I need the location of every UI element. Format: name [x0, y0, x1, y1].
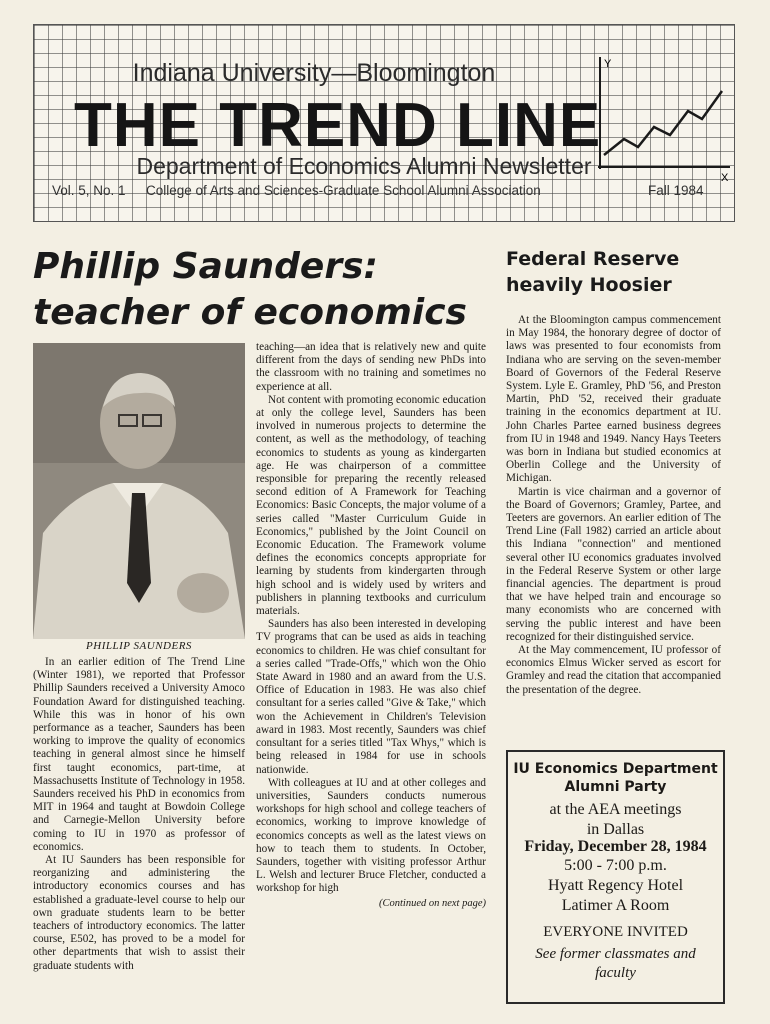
- sidebar-column: [506, 314, 721, 697]
- article-paragraph: At IU Saunders has been responsible for reorganizing and administering the introductory economics courses and has established a graduate-level course to help our own graduate students learn to be better teachers of introductory economics. The latter course, E502, has proved to be a model for other departments that wish to assist their graduate students with: [33, 854, 245, 972]
- party-time: 5:00 - 7:00 p.m.: [564, 857, 667, 874]
- chart-y-label: Y: [604, 58, 612, 70]
- chart-x-label: X: [721, 172, 729, 184]
- portrait-illustration: [33, 343, 245, 639]
- issue-date: Fall 1984: [648, 183, 704, 198]
- photo-caption: PHILLIP SAUNDERS: [86, 640, 192, 652]
- sidebar-headline-line-2: heavily Hoosier: [506, 274, 672, 296]
- party-event-line-2: in Dallas: [586, 821, 645, 838]
- sidebar-paragraph: At the May commencement, IU professor of economics Elmus Wicker served as escort for Gramley and read the citation that accompanied the presentation of the degree.: [506, 644, 721, 696]
- article-paragraph: Saunders has also been interested in developing TV programs that can be used as aids in teaching economics to children. He was chief consultant for a series called "Trade-Offs," which won the Ohio State Award in 1980 and an award from the U.S. Office of Education in 1983. He was also chief consultant for a series called "Give & Take," which won the Achievement in Children's Television award in 1983. Most recently, Saunders was chief consultant for a series titled "Tax Whys," which is being released in 1984 for use in schools nationwide.: [256, 618, 486, 776]
- headline-line-2: teacher of economics: [33, 292, 467, 333]
- article-paragraph: In an earlier edition of The Trend Line (Winter 1981), we reported that Professor Phillip Saunders received a University Amoco Foundation Award for distinguished teaching. While this was in honor of his own performance as a teacher, Saunders has been working to improve the quality of economics teaching in general almost since he himself first taught economics, part-time, at Massachusetts Institute of Technology in 1958. Saunders received his PhD in economics from MIT in 1964 and taught at Bowdoin College and Carnegie-Mellon University before coming to IU in 1970 as professor of economics.: [33, 656, 245, 853]
- department-name: Department of Economics Alumni Newsletter: [136, 153, 592, 179]
- trend-chart-logo: [592, 55, 732, 184]
- party-title-line-2: Alumni Party: [564, 779, 667, 795]
- continued-note: (Continued on next page): [378, 897, 486, 909]
- party-venue-line-2: Latimer A Room: [561, 897, 670, 914]
- volume-number: Vol. 5, No. 1: [52, 183, 126, 198]
- headline-line-1: Phillip Saunders:: [33, 246, 378, 287]
- sidebar-paragraph: Martin is vice chairman and a governor of the Board of Governors; Gramley, Partee, and Teeters are governors. An earlier edition of The Trend Line (Fall 1982) carried an article about this Indiana "connection" and mentioned several other IU economics graduates involved in the Federal Reserve System or other large financial agencies. The department is proud that we have helped train and encourage so many economists who are concerned with serving the public interest and have been recognized for their distinguished service.: [506, 485, 721, 643]
- university-name: Indiana University—Bloomington: [132, 59, 496, 87]
- article-column-1: [33, 656, 245, 973]
- party-date: Friday, December 28, 1984: [524, 838, 707, 855]
- party-note-line-2: faculty: [595, 965, 636, 981]
- newsletter-title: THE TREND LINE: [74, 91, 602, 160]
- alumni-party-box: [506, 750, 725, 1004]
- article-headline: [33, 244, 473, 336]
- party-venue: [508, 876, 723, 916]
- article-paragraph: With colleagues at IU and at other colleges and universities, Saunders conducts numerous workshops for high school and college teachers of economics, working to improve knowledge of economics concepts as well as the latest views on how to teach them to students. In October, Saunders, together with visiting professor Arthur L. Welsh and lecturer Bruce Fletcher, conducted a workshop for high: [256, 776, 486, 895]
- sidebar-paragraph: At the Bloomington campus commencement in May 1984, the honorary degree of doctor of laws was presented to four economists from Indiana who are serving on the seven-member Board of Governors of the Federal Reserve System. Lyle E. Gramley, PhD '56, and Preston Martin, PhD '52, received their graduate training in the economics department at IU. John Charles Partee earned business degrees from IU in 1948 and 1949. Nancy Hays Teeters was born in Indiana but studied economics at Oberlin College and the University of Michigan.: [506, 314, 721, 485]
- portrait-photo: [33, 343, 245, 639]
- party-note-line-1: See former classmates and: [535, 946, 696, 962]
- sidebar-headline: [506, 246, 721, 298]
- party-note: [508, 945, 723, 983]
- sidebar-headline-line-1: Federal Reserve: [506, 248, 680, 270]
- party-venue-line-1: Hyatt Regency Hotel: [547, 877, 684, 894]
- association-name: College of Arts and Sciences-Graduate School Alumni Association: [146, 183, 541, 198]
- party-title: [508, 760, 723, 796]
- article-paragraph: teaching—an idea that is relatively new and quite different from the days of sending new PhDs into the classroom with no training and sometimes no experience at all.: [256, 341, 486, 393]
- party-title-line-1: IU Economics Department: [513, 761, 718, 777]
- article-column-2: [256, 341, 486, 910]
- masthead: [33, 24, 735, 222]
- article-paragraph: Not content with promoting economic education at only the college level, Saunders has been involved in numerous projects to determine the content, as well as the methodology, of teaching economics to students as young as kindergarten age. He was chairperson of a committee responsible for preparing the recently released second edition of A Framework for Teaching Economics: Basic Concepts, the major volume of a series called "Master Curriculum Guide in Economics," published by the Joint Council on Economic Education. The Framework volume defines the economics concepts appropriate for learning by students from kindergarten through high school and is widely used by writers and publishers in planning textbooks and curriculum materials.: [256, 393, 486, 618]
- party-event-line-1: at the AEA meetings: [549, 801, 682, 818]
- party-invite: EVERYONE INVITED: [543, 924, 688, 940]
- party-event: [508, 800, 723, 840]
